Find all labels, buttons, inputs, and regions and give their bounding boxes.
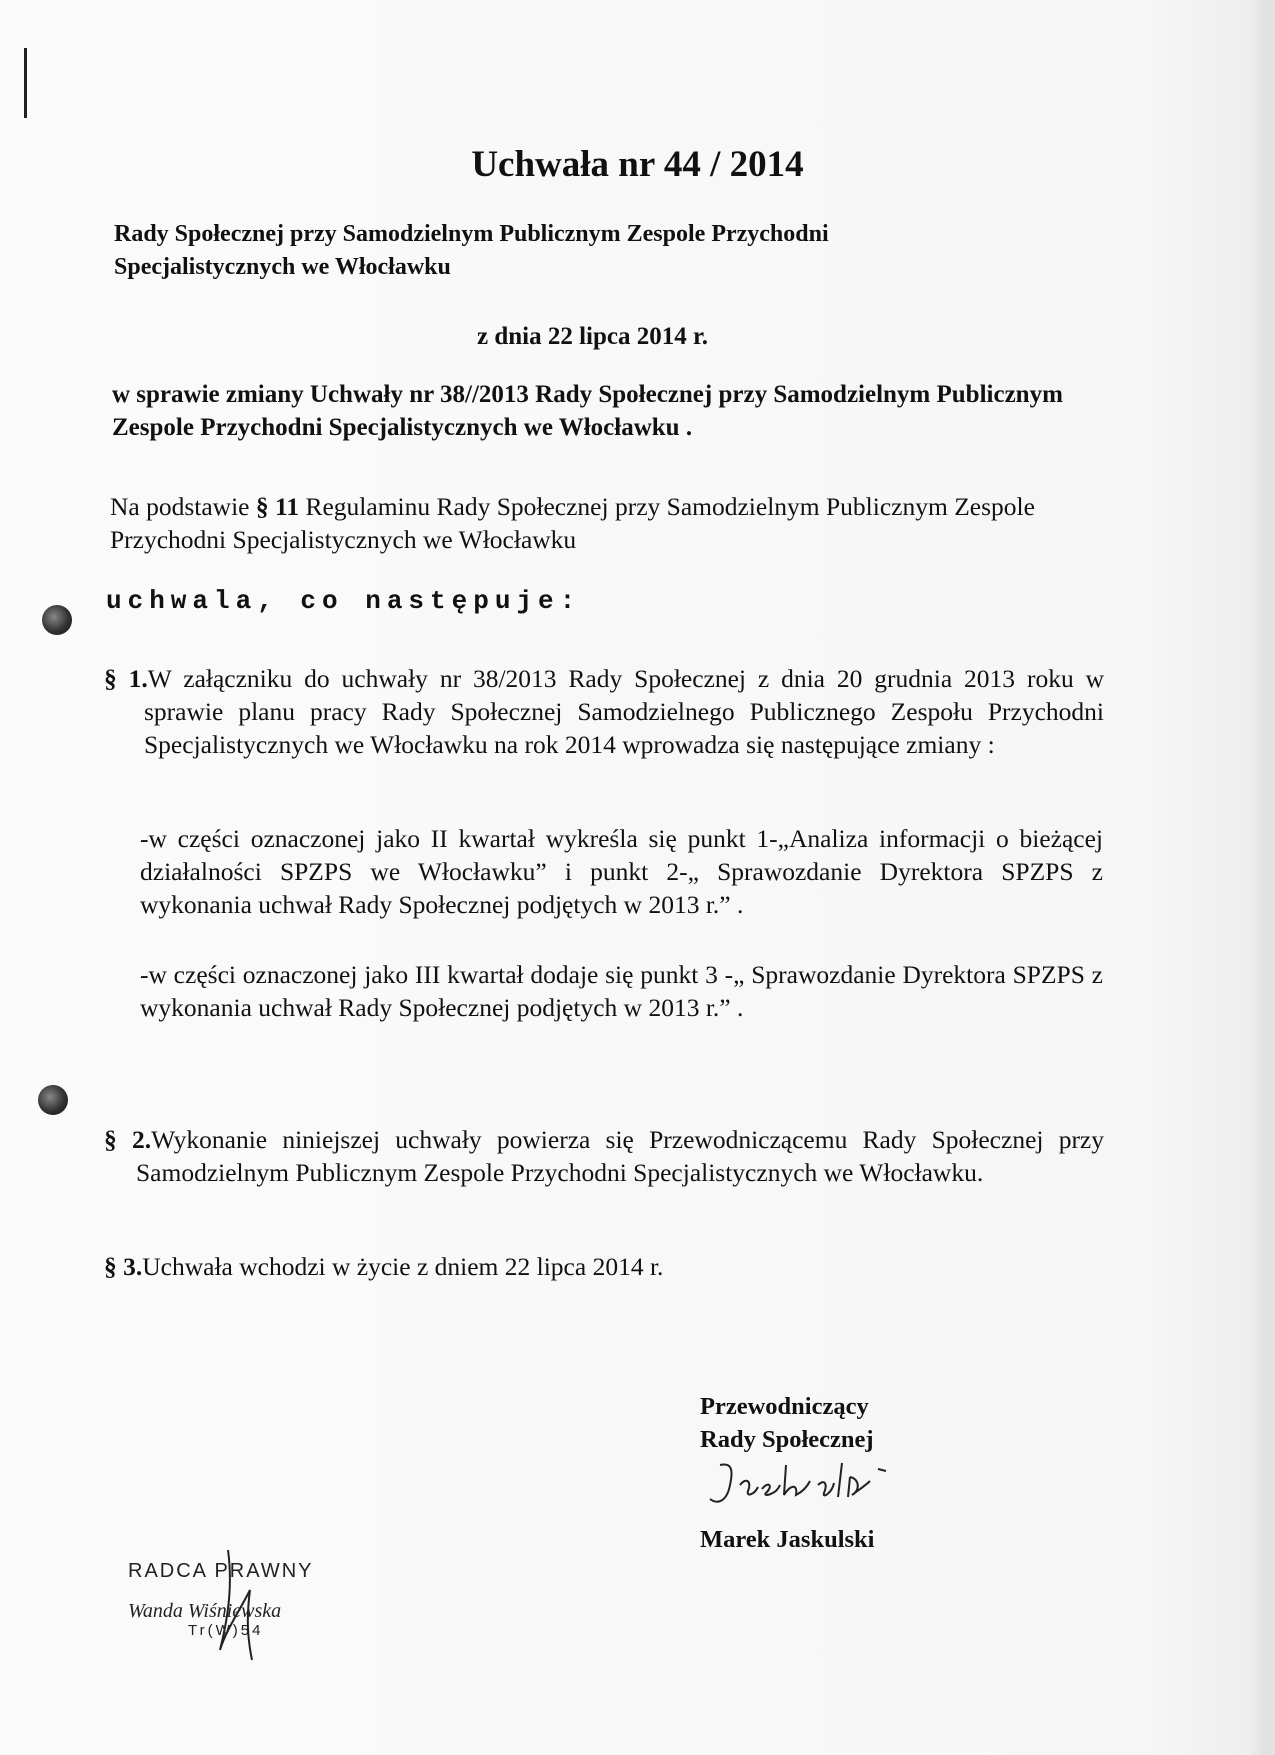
stamp-code: Tr(W)54 [188,1622,264,1639]
stamp-name: Wanda Wiśniewska [128,1600,282,1622]
section-2-number: § 2. [104,1125,152,1154]
signatory-name: Marek Jaskulski [700,1526,875,1553]
section-1-number: § 1. [104,664,148,693]
section-3 [104,1250,1104,1283]
legal-basis [110,490,1115,556]
document-title: Uchwała nr 44 / 2014 [471,144,804,185]
legal-basis-text: Regulaminu Rady Społecznej przy Samodzielnym Publicznym Zespole Przychodni Specjalistycznych we Włocławku [110,492,1035,554]
change-item-2: -w części oznaczonej jako III kwartał dodaje się punkt 3 -„ Sprawozdanie Dyrektora SPZPS z wykonania uchwał Rady Społecznej podjętych w 2013 r.” . [140,960,1103,1022]
legal-basis-prefix: Na podstawie [110,492,250,521]
decision-line: uchwala, co następuje: [106,586,582,616]
section-3-text: Uchwała wchodzi w życie z dniem 22 lipca 2014 r. [142,1252,664,1281]
paper-edge [1265,0,1275,1755]
resolution-subject: w sprawie zmiany Uchwały nr 38//2013 Rady Społecznej przy Samodzielnym Publicznym Zespole Przychodni Specjalistycznych we Włocławku . [112,381,1063,441]
punch-hole-top [42,605,72,635]
change-item-1: -w części oznaczonej jako II kwartał wykreśla się punkt 1-„Analiza informacji o bieżącej działalności SPZPS we Włocławku” i punkt 2-„ Sprawozdanie Dyrektora SPZPS z wykonania uchwał Rady Społecznej podjętych w 2013 r.” . [140,824,1103,919]
resolution-date: z dnia 22 lipca 2014 r. [477,323,709,350]
handwritten-signature [700,1455,910,1515]
section-2-text: Wykonanie niniejszej uchwały powierza się Przewodniczącemu Rady Społecznej przy Samodzielnym Publicznym Zespole Przychodni Specjalistycznych we Włocławku. [136,1125,1105,1187]
section-3-number: § 3. [104,1252,143,1281]
signatory-role-line-1: Przewodniczący [700,1393,869,1420]
signatory-role [700,1390,874,1456]
section-1 [104,662,1104,761]
margin-mark [24,48,27,118]
section-1-text: W załączniku do uchwały nr 38/2013 Rady Społecznej z dnia 20 grudnia 2013 roku w sprawie planu pracy Rady Społecznej Samodzielnego Publicznego Zespołu Przychodni Specjalistycznych we Włocławku na rok 2014 wprowadza się następujące zmiany : [144,664,1104,759]
punch-hole-bottom [38,1085,68,1115]
section-2 [104,1123,1104,1189]
council-name: Rady Społecznej przy Samodzielnym Publicznym Zespole Przychodni Specjalistycznych we Włocławku [114,221,829,280]
signatory-role-line-2: Rady Społecznej [700,1426,874,1453]
legal-basis-ref: § 11 [255,492,300,521]
stamp-title: RADCA PRAWNY [128,1560,314,1582]
